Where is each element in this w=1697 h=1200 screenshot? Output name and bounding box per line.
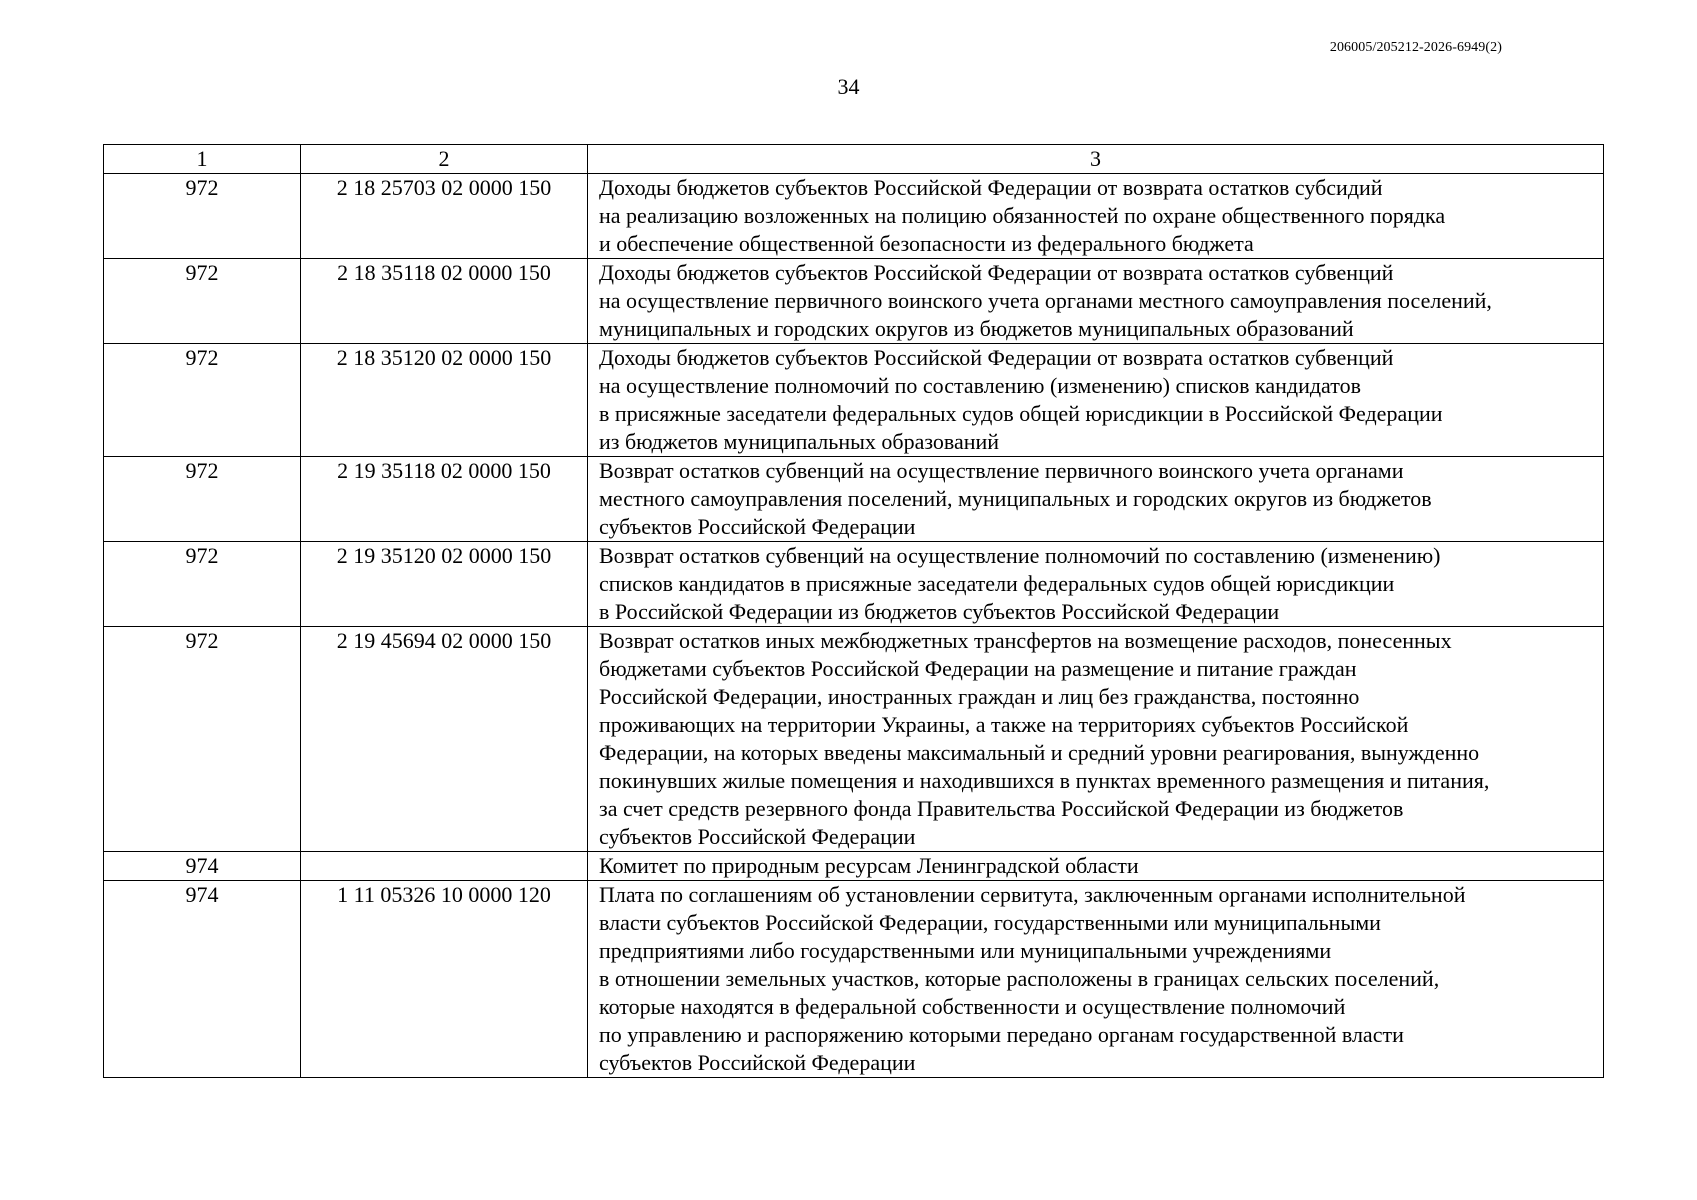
description-cell bbox=[588, 542, 1604, 627]
income-code-cell: 2 19 45694 02 0000 150 bbox=[301, 627, 588, 852]
description-line: из бюджетов муниципальных образований bbox=[599, 429, 1000, 454]
description-cell bbox=[588, 259, 1604, 344]
header-cell-2: 2 bbox=[301, 145, 588, 174]
description-line: Доходы бюджетов субъектов Российской Федерации от возврата остатков субвенций bbox=[599, 345, 1394, 370]
description-line: бюджетами субъектов Российской Федерации на размещение и питание граждан bbox=[599, 656, 1357, 681]
description-line: Возврат остатков субвенций на осуществление полномочий по составлению (изменению) bbox=[599, 543, 1441, 568]
table-row bbox=[104, 852, 1604, 881]
description-line: Комитет по природным ресурсам Ленинградской области bbox=[599, 853, 1139, 878]
admin-code-cell: 972 bbox=[104, 457, 301, 542]
income-code-cell bbox=[301, 852, 588, 881]
admin-code-cell: 972 bbox=[104, 542, 301, 627]
description-line: власти субъектов Российской Федерации, государственными или муниципальными bbox=[599, 910, 1381, 935]
description-cell bbox=[588, 344, 1604, 457]
description-line: и обеспечение общественной безопасности из федерального бюджета bbox=[599, 231, 1254, 256]
description-line: субъектов Российской Федерации bbox=[599, 514, 916, 539]
table-row bbox=[104, 174, 1604, 259]
description-cell bbox=[588, 627, 1604, 852]
description-line: покинувших жилые помещения и находившихся в пунктах временного размещения и питания, bbox=[599, 768, 1490, 793]
description-line: проживающих на территории Украины, а также на территориях субъектов Российской bbox=[599, 712, 1409, 737]
admin-code-cell: 974 bbox=[104, 852, 301, 881]
description-line: по управлению и распоряжению которыми передано органам государственной власти bbox=[599, 1022, 1404, 1047]
description-line: Возврат остатков иных межбюджетных трансфертов на возмещение расходов, понесенных bbox=[599, 628, 1452, 653]
description-line: за счет средств резервного фонда Правительства Российской Федерации из бюджетов bbox=[599, 796, 1404, 821]
description-cell bbox=[588, 881, 1604, 1078]
description-line: списков кандидатов в присяжные заседатели федеральных судов общей юрисдикции bbox=[599, 571, 1395, 596]
description-line: местного самоуправления поселений, муниципальных и городских округов из бюджетов bbox=[599, 486, 1432, 511]
description-cell bbox=[588, 852, 1604, 881]
income-code-cell: 2 18 35120 02 0000 150 bbox=[301, 344, 588, 457]
description-line: Доходы бюджетов субъектов Российской Федерации от возврата остатков субсидий bbox=[599, 175, 1383, 200]
description-line: на реализацию возложенных на полицию обязанностей по охране общественного порядка bbox=[599, 203, 1446, 228]
admin-code-cell: 972 bbox=[104, 174, 301, 259]
income-code-cell: 2 18 25703 02 0000 150 bbox=[301, 174, 588, 259]
table-body bbox=[104, 145, 1604, 1078]
description-line: на осуществление первичного воинского учета органами местного самоуправления поселений, bbox=[599, 288, 1492, 313]
table-row bbox=[104, 344, 1604, 457]
table-row bbox=[104, 457, 1604, 542]
description-cell bbox=[588, 457, 1604, 542]
table-row bbox=[104, 542, 1604, 627]
header-row bbox=[104, 145, 1604, 174]
table-row bbox=[104, 259, 1604, 344]
description-line: в Российской Федерации из бюджетов субъектов Российской Федерации bbox=[599, 599, 1280, 624]
description-line: Доходы бюджетов субъектов Российской Федерации от возврата остатков субвенций bbox=[599, 260, 1394, 285]
description-line: муниципальных и городских округов из бюджетов муниципальных образований bbox=[599, 316, 1354, 341]
income-code-cell: 1 11 05326 10 0000 120 bbox=[301, 881, 588, 1078]
header-cell-1: 1 bbox=[104, 145, 301, 174]
header-cell-3: 3 bbox=[588, 145, 1604, 174]
description-line: предприятиями либо государственными или муниципальными учреждениями bbox=[599, 938, 1332, 963]
income-code-cell: 2 18 35118 02 0000 150 bbox=[301, 259, 588, 344]
document-id: 206005/205212-2026-6949(2) bbox=[1329, 40, 1502, 55]
description-line: на осуществление полномочий по составлению (изменению) списков кандидатов bbox=[599, 373, 1361, 398]
admin-code-cell: 972 bbox=[104, 259, 301, 344]
page-number: 34 bbox=[837, 74, 860, 99]
description-line: в отношении земельных участков, которые расположены в границах сельских поселений, bbox=[599, 966, 1440, 991]
income-code-cell: 2 19 35120 02 0000 150 bbox=[301, 542, 588, 627]
income-codes-table bbox=[103, 144, 1604, 1078]
income-code-cell: 2 19 35118 02 0000 150 bbox=[301, 457, 588, 542]
table-row bbox=[104, 627, 1604, 852]
admin-code-cell: 974 bbox=[104, 881, 301, 1078]
description-line: Плата по соглашениям об установлении сервитута, заключенным органами исполнительной bbox=[599, 882, 1466, 907]
description-line: Федерации, на которых введены максимальный и средний уровни реагирования, вынужденно bbox=[599, 740, 1480, 765]
description-line: Российской Федерации, иностранных граждан и лиц без гражданства, постоянно bbox=[599, 684, 1360, 709]
description-line: субъектов Российской Федерации bbox=[599, 1050, 916, 1075]
description-cell bbox=[588, 174, 1604, 259]
admin-code-cell: 972 bbox=[104, 344, 301, 457]
description-line: которые находятся в федеральной собственности и осуществление полномочий bbox=[599, 994, 1346, 1019]
description-line: Возврат остатков субвенций на осуществление первичного воинского учета органами bbox=[599, 458, 1404, 483]
description-line: в присяжные заседатели федеральных судов общей юрисдикции в Российской Федерации bbox=[599, 401, 1443, 426]
table-row bbox=[104, 881, 1604, 1078]
description-line: субъектов Российской Федерации bbox=[599, 824, 916, 849]
admin-code-cell: 972 bbox=[104, 627, 301, 852]
